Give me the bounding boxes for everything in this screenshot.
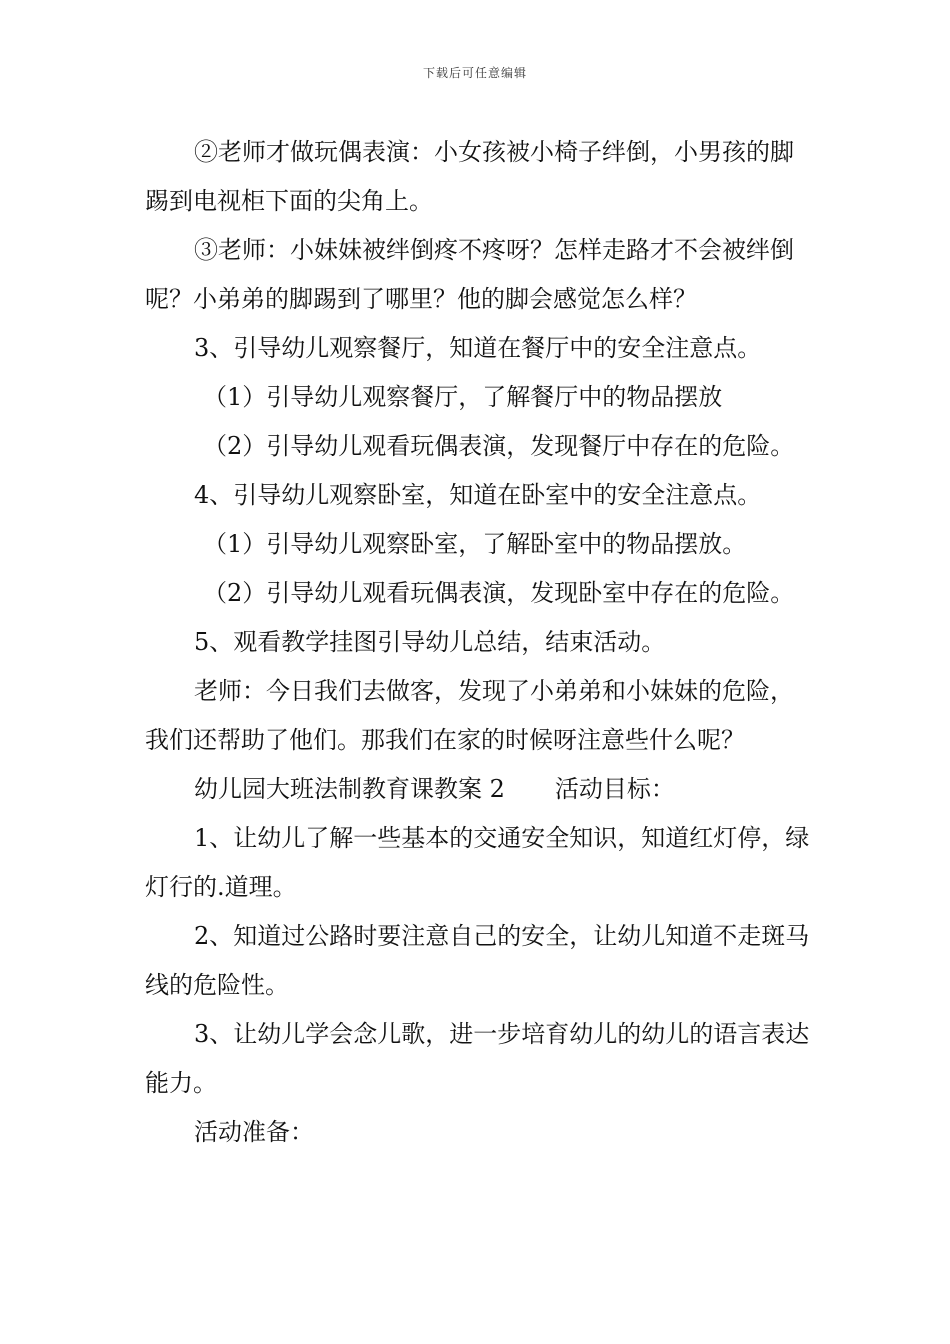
- paragraph-step-5: 5、观看教学挂图引导幼儿总结，结束活动。: [194, 628, 666, 656]
- paragraph-puppet-show: ②老师才做玩偶表演：小女孩被小椅子绊倒，小男孩的脚踢到电视柜下面的尖角上。: [145, 138, 794, 215]
- paragraph-teacher-summary: 老师：今日我们去做客，发现了小弟弟和小妹妹的危险，我们还帮助了他们。那我们在家的时候呀注意些什么呢？: [145, 677, 794, 754]
- activity-goals-label: 活动目标：: [554, 775, 675, 803]
- paragraph-step-3: 3、引导幼儿观察餐厅，知道在餐厅中的安全注意点。: [194, 334, 762, 362]
- page-header-note: 下载后可任意编辑: [422, 66, 527, 80]
- paragraph-goal-2: 2、知道过公路时要注意自己的安全，让幼儿知道不走斑马线的危险性。: [145, 922, 810, 999]
- paragraph-goal-1: 1、让幼儿了解一些基本的交通安全知识，知道红灯停，绿灯行的.道理。: [145, 824, 810, 901]
- paragraph-step-4-1: （1）引导幼儿观察卧室，了解卧室中的物品摆放。: [203, 530, 747, 558]
- document-body: [145, 128, 815, 1157]
- paragraph-step-3-2: （2）引导幼儿观看玩偶表演，发现餐厅中存在的危险。: [203, 432, 795, 460]
- paragraph-step-3-1: （1）引导幼儿观察餐厅，了解餐厅中的物品摆放: [203, 383, 723, 411]
- paragraph-activity-prep: 活动准备：: [194, 1118, 314, 1146]
- lesson-plan-title: 幼儿园大班法制教育课教案 2: [194, 775, 505, 803]
- paragraph-goal-3: 3、让幼儿学会念儿歌，进一步培育幼儿的幼儿的语言表达能力。: [145, 1020, 810, 1097]
- paragraph-teacher-questions: ③老师：小妹妹被绊倒疼不疼呀？怎样走路才不会被绊倒呢？小弟弟的脚踢到了哪里？他的脚会感觉怎么样？: [145, 236, 794, 313]
- paragraph-step-4-2: （2）引导幼儿观看玩偶表演，发现卧室中存在的危险。: [203, 579, 795, 607]
- lesson-plan-heading: [145, 765, 815, 814]
- paragraph-step-4: 4、引导幼儿观察卧室，知道在卧室中的安全注意点。: [194, 481, 762, 509]
